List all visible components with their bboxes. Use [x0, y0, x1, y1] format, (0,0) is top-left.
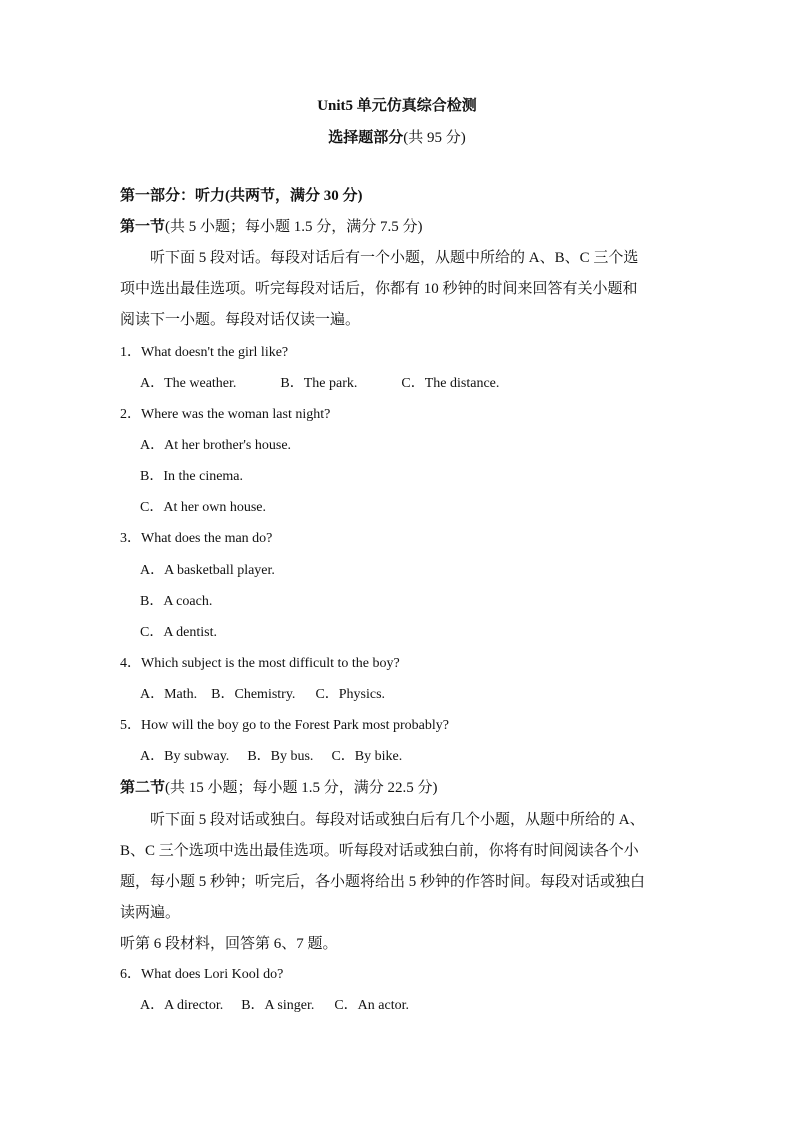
option-c: C．Physics. [315, 687, 386, 702]
option-a: A．Math. [140, 687, 198, 702]
section2-head-bold: 第二节 [120, 780, 166, 796]
option-b: B．The park. [280, 376, 358, 391]
section1-instruction-line: 听下面 5 段对话。每段对话后有一个小题，从题中所给的 A、B、C 三个选 [150, 250, 639, 266]
question-stem: 2．Where was the woman last night? [120, 407, 331, 422]
options-row [140, 747, 402, 767]
option-c: C．The distance. [401, 376, 500, 391]
option-c: C．An actor. [334, 998, 409, 1013]
option-b: B．By bus. [247, 749, 314, 764]
subtitle-rest: (共 95 分) [403, 130, 466, 146]
question-stem: 3．What does the man do? [120, 531, 273, 546]
option-c: C．By bike. [331, 749, 403, 764]
section2-instruction-line: B、C 三个选项中选出最佳选项。听每段对话或独白前，你将有时间阅读各个小 [120, 843, 639, 859]
option-a: A．A director. [140, 998, 224, 1013]
section1-instruction-line: 项中选出最佳选项。听完每段对话后，你都有 10 秒钟的时间来回答有关小题和 [120, 281, 638, 297]
section1-head-bold: 第一节 [120, 219, 166, 235]
section2-heading [120, 778, 438, 798]
part1-heading: 第一部分：听力(共两节，满分 30 分) [120, 188, 363, 204]
section2-instruction-line: 题，每小题 5 秒钟；听完后，各小题将给出 5 秒钟的作答时间。每段对话或独白 [120, 874, 646, 890]
section1-instruction-line: 阅读下一小题。每段对话仅读一遍。 [120, 312, 361, 328]
page-title: Unit5 单元仿真综合检测 [317, 98, 477, 114]
option-b: B．Chemistry. [211, 687, 296, 702]
options-row [140, 374, 499, 394]
question-stem: 5．How will the boy go to the Forest Park most probably? [120, 718, 449, 733]
subtitle-bold: 选择题部分 [328, 130, 404, 146]
option-a: A．A basketball player. [140, 563, 275, 578]
option-b: B．A singer. [241, 998, 315, 1013]
option-c: C．At her own house. [140, 500, 266, 515]
option-a: A．The weather. [140, 376, 237, 391]
section1-heading [120, 217, 423, 237]
section1-head-rest: (共 5 小题；每小题 1.5 分，满分 7.5 分) [165, 219, 423, 235]
question-stem: 6．What does Lori Kool do? [120, 967, 284, 982]
question-stem: 4．Which subject is the most difficult to the boy? [120, 656, 400, 671]
page-subtitle [0, 128, 794, 148]
option-b: B．In the cinema. [140, 469, 244, 484]
question-stem: 1．What doesn't the girl like? [120, 345, 289, 360]
option-a: A．At her brother's house. [140, 438, 292, 453]
option-c: C．A dentist. [140, 625, 218, 640]
section2-instruction-line: 听下面 5 段对话或独白。每段对话或独白后有几个小题，从题中所给的 A、 [150, 812, 645, 828]
option-a: A．By subway. [140, 749, 230, 764]
options-row [140, 685, 385, 705]
option-b: B．A coach. [140, 594, 213, 609]
section2-head-rest: (共 15 小题；每小题 1.5 分，满分 22.5 分) [165, 780, 438, 796]
material-note: 听第 6 段材料，回答第 6、7 题。 [120, 936, 338, 952]
options-row [140, 996, 409, 1016]
section2-instruction-line: 读两遍。 [120, 905, 181, 921]
